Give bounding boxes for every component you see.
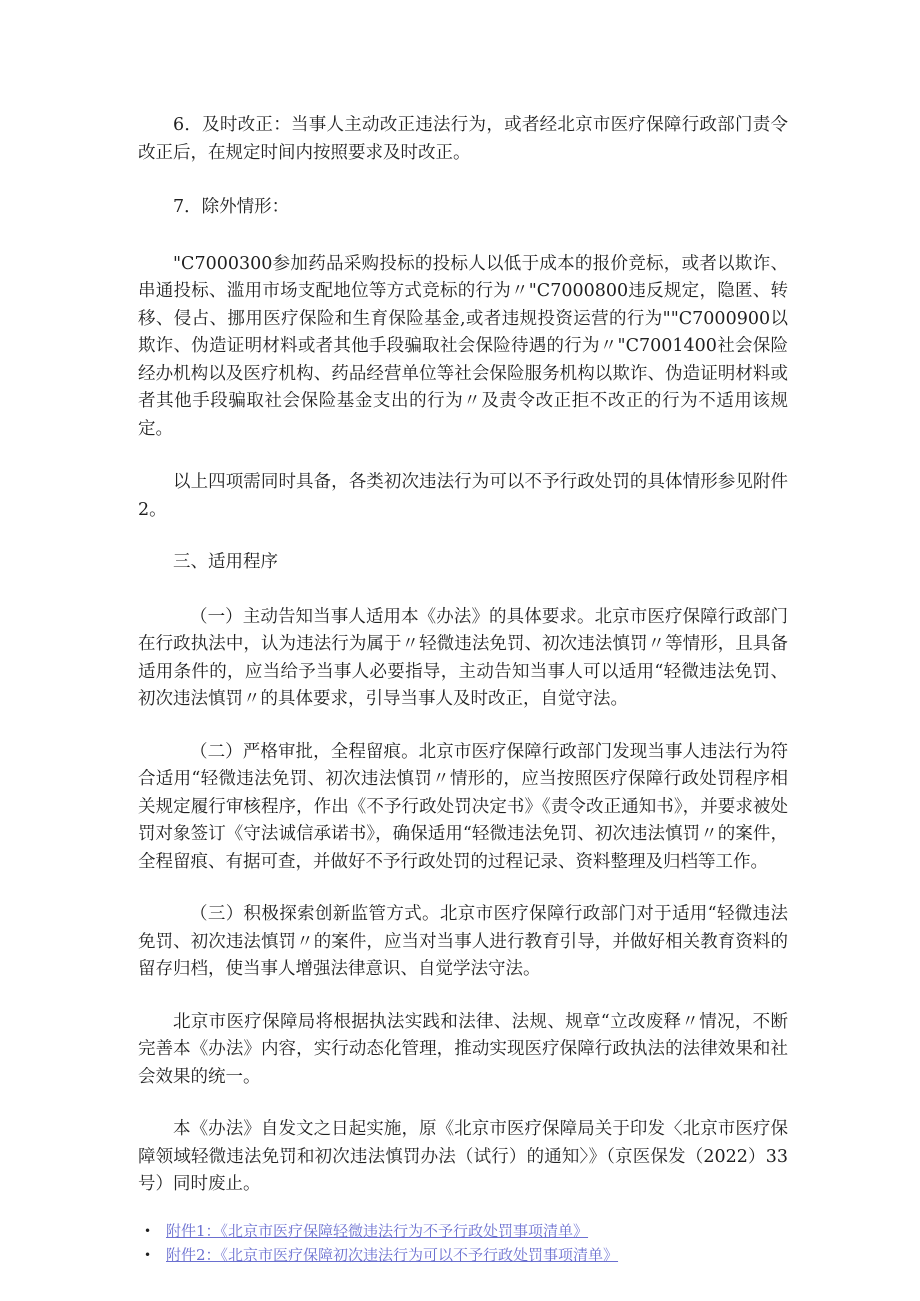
procedure-3-paragraph: （三）积极探索创新监管方式。北京市医疗保障行政部门对于适用“轻微违法免罚、初次违法慎罚〃的案件，应当对当事人进行教育引导，并做好相关教育资料的留存归档，使当事人增强法律意识、自觉学法守法。 (138, 904, 788, 979)
requirements-summary-paragraph: 以上四项需同时具备，各类初次违法行为可以不予行政处罚的具体情形参见附件2。 (138, 472, 788, 520)
procedure-1-paragraph: （一）主动告知当事人适用本《办法》的具体要求。北京市医疗保障行政部门在行政执法中，认为违法行为属于〃轻微违法免罚、初次违法慎罚〃等情形，且具备适用条件的，应当给予当事人必要指导，主动告知当事人可以适用“轻微违法免罚、初次违法慎罚〃的具体要求，引导当事人及时改正，自觉守法。 (138, 606, 788, 709)
attachment-2-link[interactable]: 附件2：《北京市医疗保障初次违法行为可以不予行政处罚事项清单》 (166, 1245, 619, 1264)
attachment-item (144, 1243, 788, 1267)
bureau-paragraph: 北京市医疗保障局将根据执法实践和法律、法规、规章“立改废释〃情况，不断完善本《办法》内容，实行动态化管理，推动实现医疗保障行政执法的法律效果和社会效果的统一。 (138, 1011, 788, 1087)
bullet-icon: • (144, 1247, 152, 1262)
effective-date-paragraph: 本《办法》自发文之日起实施，原《北京市医疗保障局关于印发〈北京市医疗保障领域轻微违法免罚和初次违法慎罚办法（试行）的通知〉》（京医保发（2022）33号）同时废止。 (138, 1119, 788, 1194)
bullet-icon: • (144, 1223, 152, 1238)
item-6-paragraph: 6．及时改正：当事人主动改正违法行为，或者经北京市医疗保障行政部门责令改正后，在规定时间内按照要求及时改正。 (138, 115, 788, 163)
item-7-heading: 7．除外情形： (173, 197, 290, 217)
exclusion-paragraph: "C7000300参加药品采购投标的投标人以低于成本的报价竞标，或者以欺诈、串通投标、滥用市场支配地位等方式竞标的行为〃"C7000800违反规定，隐匿、转移、侵占、挪用医疗保险和生育保险基金,或者违规投资运营的行为""C7000900以欺诈、伪造证明材料或者其他手段骗取社会保险待遇的行为〃"C7001400社会保险经办机构以及医疗机构、药品经营单位等社会保险服务机构以欺诈、伪造证明材料或者其他手段骗取社会保险基金支出的行为〃及责令改正拒不改正的行为不适用该规定。 (138, 253, 788, 439)
attachment-1-link[interactable]: 附件1：《北京市医疗保障轻微违法行为不予行政处罚事项清单》 (166, 1221, 589, 1240)
attachment-item (144, 1219, 788, 1243)
document-page (138, 104, 788, 1267)
procedure-2-paragraph: （二）严格审批，全程留痕。北京市医疗保障行政部门发现当事人违法行为符合适用“轻微违法免罚、初次违法慎罚〃情形的，应当按照医疗保障行政处罚程序相关规定履行审核程序，作出《不予行政处罚决定书》《责令改正通知书》，并要求被处罚对象签订《守法诚信承诺书》，确保适用“轻微违法免罚、初次违法慎罚〃的案件，全程留痕、有据可查，并做好不予行政处罚的过程记录、资料整理及归档等工作。 (138, 741, 788, 872)
section-3-heading: 三、适用程序 (173, 552, 278, 572)
attachment-list (138, 1219, 788, 1267)
